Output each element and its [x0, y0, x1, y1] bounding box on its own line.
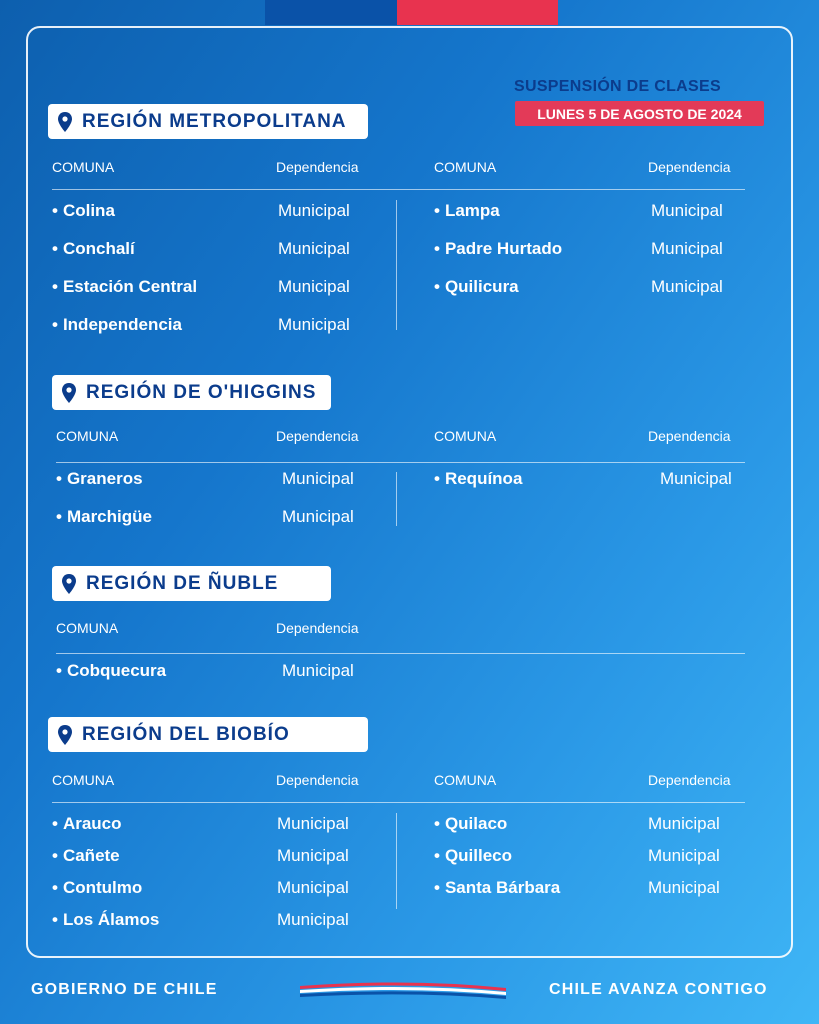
comuna-item: • Conchalí	[52, 239, 135, 259]
comuna-item: • Arauco	[52, 814, 122, 834]
dependencia-value: Municipal	[660, 469, 732, 488]
column-divider	[396, 813, 397, 909]
comuna-item: • Requínoa	[434, 469, 522, 489]
divider	[56, 653, 745, 654]
column-header-dependencia: Dependencia	[276, 620, 359, 636]
comuna-item: • Padre Hurtado	[434, 239, 562, 259]
footer-slogan: CHILE AVANZA CONTIGO	[549, 981, 768, 998]
dependencia-value: Municipal	[651, 277, 723, 296]
dependencia-value: Municipal	[651, 239, 723, 258]
flag-stripe-logo	[300, 980, 506, 1000]
comuna-item: • Quilicura	[434, 277, 519, 297]
location-pin-icon	[60, 573, 78, 595]
comuna-item: • Marchigüe	[56, 507, 152, 527]
region-nuble-label	[52, 566, 331, 601]
region-name: REGIÓN DE O'HIGGINS	[86, 381, 317, 403]
location-pin-icon	[56, 111, 74, 133]
column-header-comuna: COMUNA	[56, 428, 119, 444]
column-header-comuna: COMUNA	[434, 772, 497, 788]
column-header-dependencia: Dependencia	[276, 772, 359, 788]
comuna-item: • Santa Bárbara	[434, 878, 560, 898]
region-name: REGIÓN METROPOLITANA	[82, 110, 347, 132]
comuna-item: • Colina	[52, 201, 115, 221]
comuna-item: • Estación Central	[52, 277, 197, 297]
dependencia-value: Municipal	[648, 814, 720, 833]
footer-gobierno-logo-text: GOBIERNO DE CHILE	[31, 981, 218, 998]
dependencia-value: Municipal	[278, 277, 350, 296]
top-flag-red	[397, 0, 558, 25]
dependencia-value: Municipal	[648, 846, 720, 865]
dependencia-value: Municipal	[278, 201, 350, 220]
divider	[56, 462, 745, 463]
dependencia-value: Municipal	[277, 846, 349, 865]
comuna-item: • Quilleco	[434, 846, 512, 866]
column-divider	[396, 472, 397, 526]
region-name: REGIÓN DEL BIOBÍO	[82, 723, 290, 745]
column-header-comuna: COMUNA	[434, 159, 497, 175]
divider	[52, 802, 745, 803]
comuna-item: • Lampa	[434, 201, 500, 221]
comuna-item: • Independencia	[52, 315, 182, 335]
column-divider	[396, 200, 397, 330]
comuna-item: • Los Álamos	[52, 910, 159, 930]
column-header-dependencia: Dependencia	[276, 159, 359, 175]
column-header-dependencia: Dependencia	[276, 428, 359, 444]
divider	[52, 189, 745, 190]
comuna-item: • Cañete	[52, 846, 120, 866]
region-name: REGIÓN DE ÑUBLE	[86, 572, 279, 594]
location-pin-icon	[60, 382, 78, 404]
comuna-item: • Contulmo	[52, 878, 142, 898]
dependencia-value: Municipal	[277, 878, 349, 897]
column-header-comuna: COMUNA	[56, 620, 119, 636]
dependencia-value: Municipal	[282, 507, 354, 526]
suspension-title: SUSPENSIÓN DE CLASES	[514, 78, 721, 95]
dependencia-value: Municipal	[648, 878, 720, 897]
region-metropolitana-label	[48, 104, 368, 139]
column-header-dependencia: Dependencia	[648, 428, 731, 444]
comuna-item: • Graneros	[56, 469, 143, 489]
dependencia-value: Municipal	[277, 910, 349, 929]
dependencia-value: Municipal	[278, 239, 350, 258]
column-header-comuna: COMUNA	[434, 428, 497, 444]
column-header-dependencia: Dependencia	[648, 772, 731, 788]
region-ohiggins-label	[52, 375, 331, 410]
location-pin-icon	[56, 724, 74, 746]
comuna-item: • Cobquecura	[56, 661, 166, 681]
dependencia-value: Municipal	[282, 469, 354, 488]
column-header-comuna: COMUNA	[52, 159, 115, 175]
column-header-comuna: COMUNA	[52, 772, 115, 788]
dependencia-value: Municipal	[651, 201, 723, 220]
dependencia-value: Municipal	[278, 315, 350, 334]
region-biobio-label	[48, 717, 368, 752]
column-header-dependencia: Dependencia	[648, 159, 731, 175]
top-flag-blue	[265, 0, 397, 25]
dependencia-value: Municipal	[282, 661, 354, 680]
dependencia-value: Municipal	[277, 814, 349, 833]
date-badge: LUNES 5 DE AGOSTO DE 2024	[515, 101, 764, 126]
comuna-item: • Quilaco	[434, 814, 507, 834]
